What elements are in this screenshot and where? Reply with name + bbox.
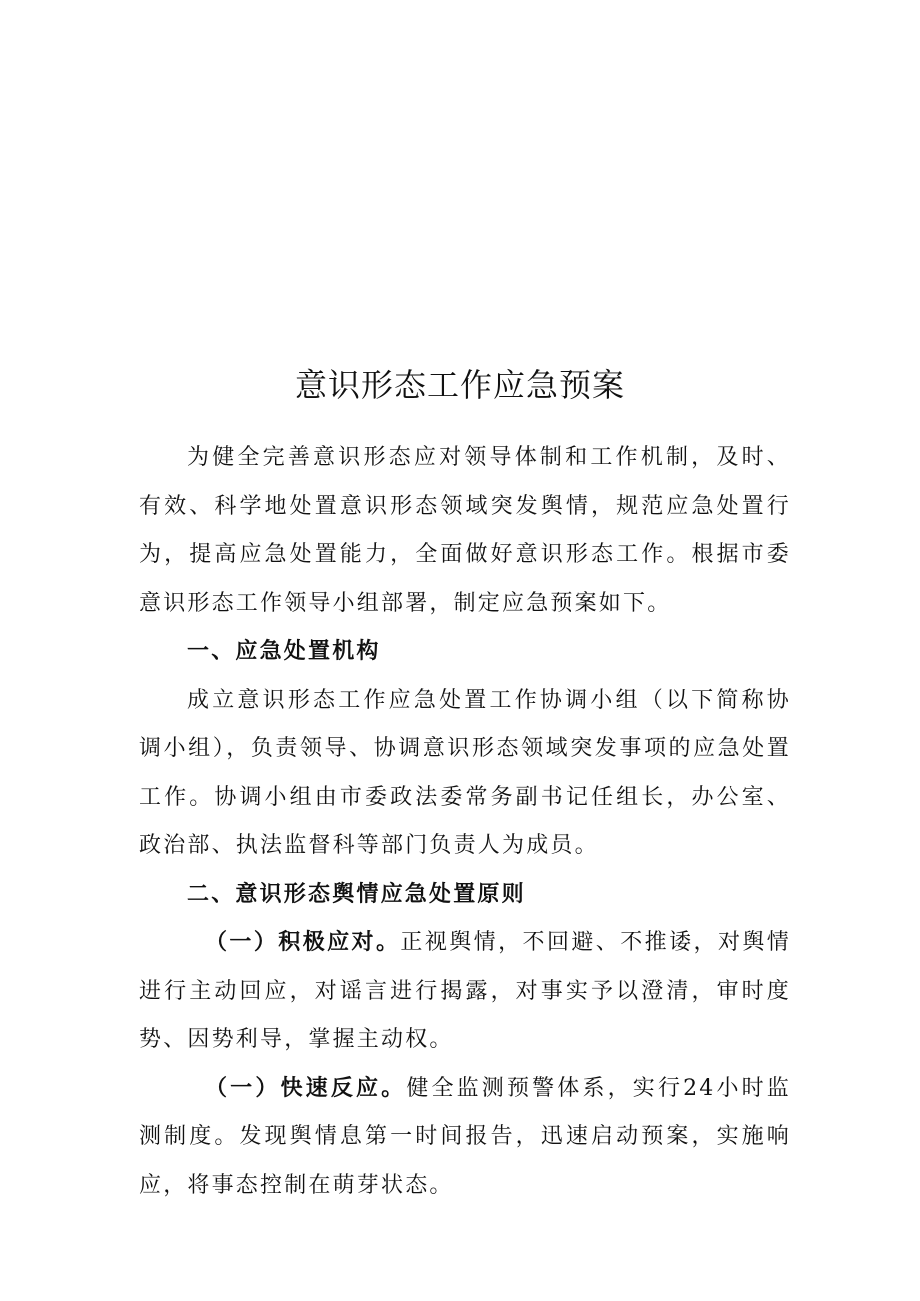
intro-paragraph: 为健全完善意识形态应对领导体制和工作机制，及时、有效、科学地处置意识形态领域突发舆情，规范应急处置行为，提高应急处置能力，全面做好意识形态工作。根据市委意识形态工作领导小组部署，制定应急预案如下。 [139,445,791,616]
section-paragraph-organization: 成立意识形态工作应急处置工作协调小组（以下简称协调小组），负责领导、协调意识形态领域突发事项的应急处置工作。协调小组由市委政法委常务副书记任组长，办公室、政治部、执法监督科等部门负责人为成员。 [139,687,791,858]
section-heading-organization: 一、应急处置机构 [187,639,381,664]
principle-item [139,1065,791,1211]
principle-item-title: （一）快速反应。 [205,1075,407,1101]
principle-item-title: （一）积极应对。 [205,930,401,955]
section-heading-principles: 二、意识形态舆情应急处置原则 [187,881,526,907]
principle-item-text: 健全监测预警体系，实行24小时监测制度。发现舆情息第一时间报告，迅速启动预案，实施响应，将事态控制在萌芽状态。 [139,1075,791,1198]
document-body [139,434,791,1210]
principle-item [139,919,791,1065]
principle-item-text: 正视舆情，不回避、不推诿，对舆情进行主动回应，对谣言进行揭露，对事实予以澄清，审时度势、因势利导，掌握主动权。 [139,930,791,1052]
document-title: 意识形态工作应急预案 [294,366,625,405]
